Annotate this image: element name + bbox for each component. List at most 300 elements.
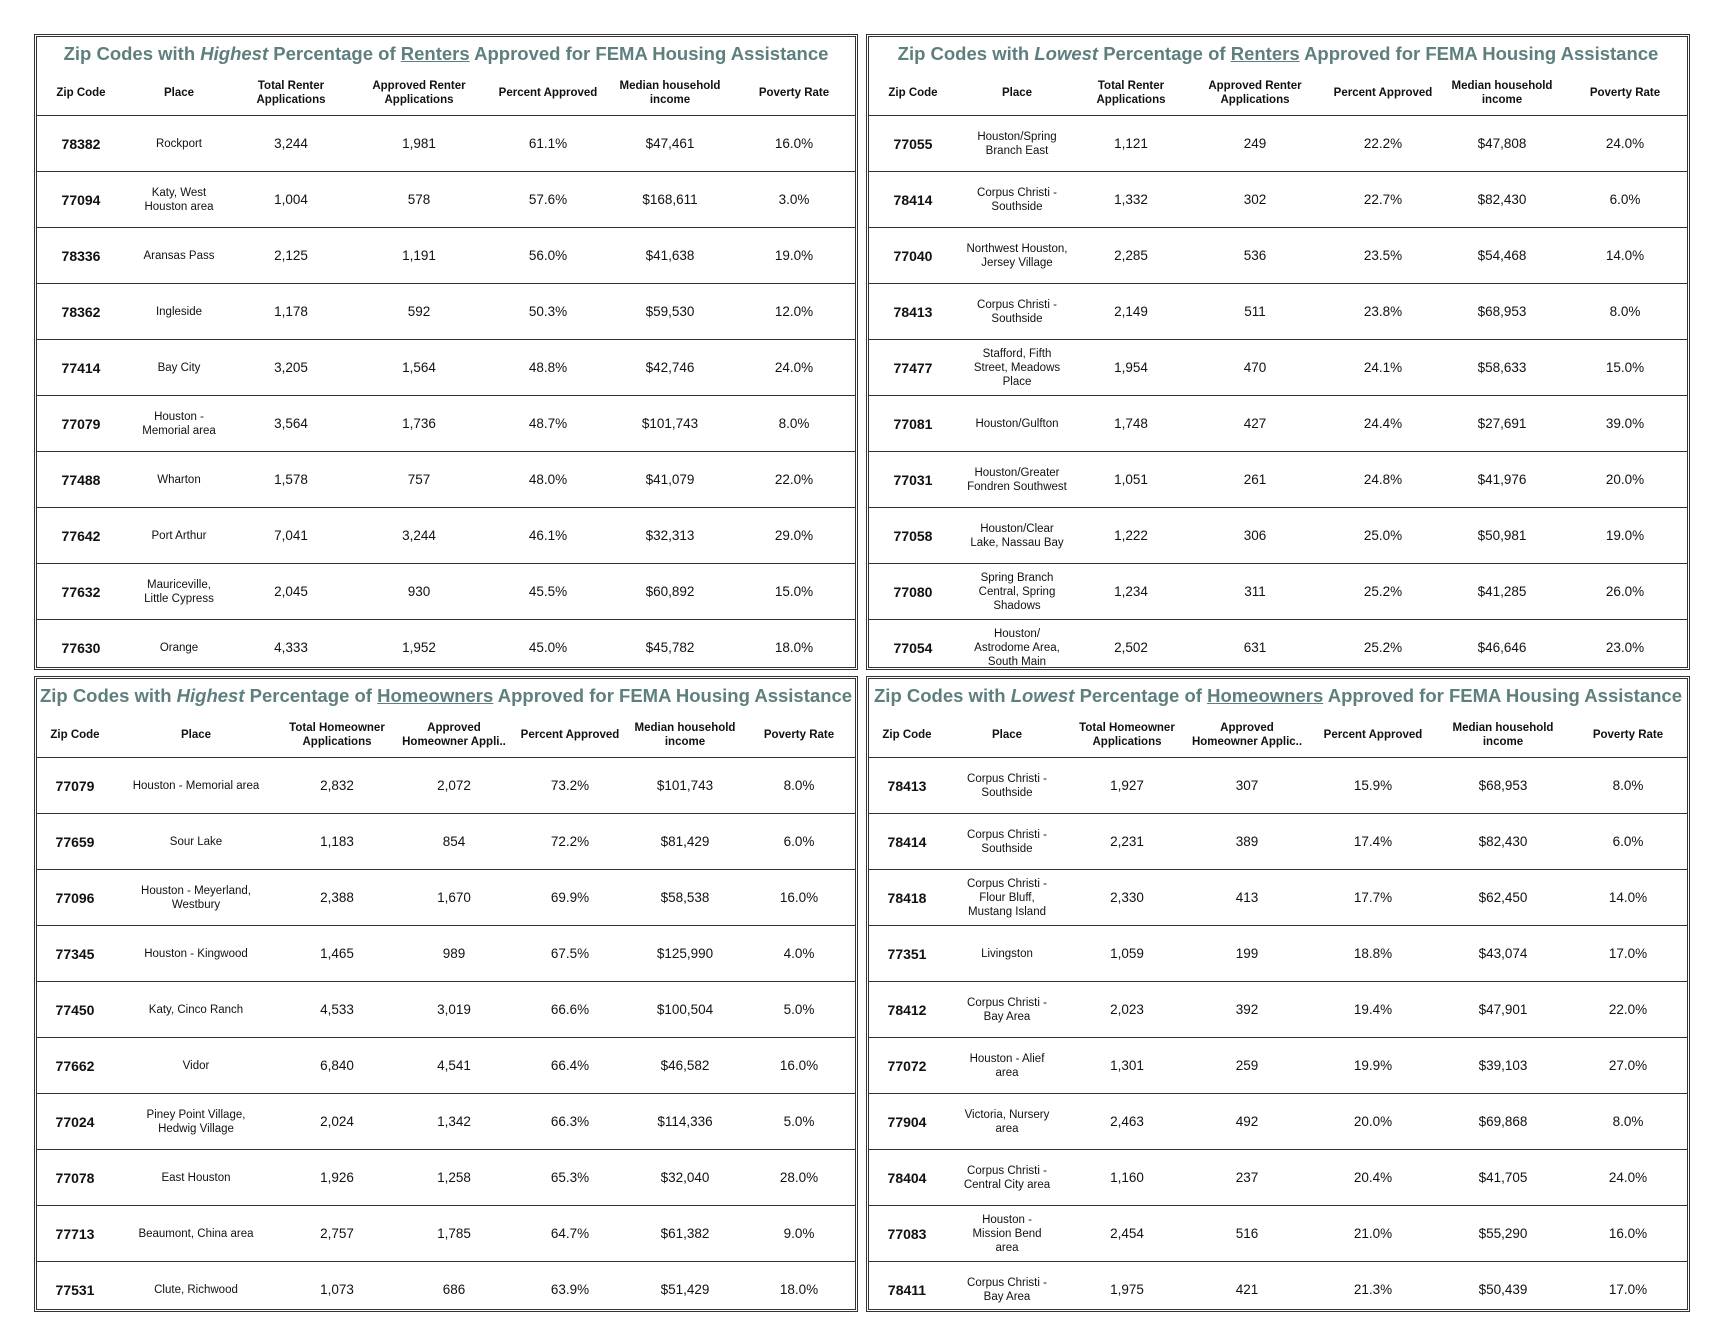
column-header xyxy=(113,713,279,758)
zip-code-cell: 77079 xyxy=(37,396,125,452)
zip-code-cell: 77450 xyxy=(37,982,113,1038)
header-row xyxy=(869,71,1687,116)
zip-code-cell: 77031 xyxy=(869,452,957,508)
zip-code-cell: 77662 xyxy=(37,1038,113,1094)
approved-applications-cell: 686 xyxy=(442,1282,466,1297)
median-income-cell: $60,892 xyxy=(607,564,733,620)
approved-applications-cell: 306 xyxy=(1185,508,1325,564)
zip-code-cell: 78413 xyxy=(869,284,957,340)
poverty-rate-cell: 8.0% xyxy=(733,396,855,452)
approved-applications-cell: 199 xyxy=(1185,926,1309,982)
table-row xyxy=(869,116,1687,172)
approved-applications-cell: 261 xyxy=(1185,452,1325,508)
percent-approved-cell: 63.9% xyxy=(550,1282,590,1297)
place-line: Clute, Richwood xyxy=(154,1283,238,1296)
place-cell xyxy=(945,1038,1069,1094)
title-prefix: Zip Codes with xyxy=(874,685,1011,706)
poverty-rate-cell: 3.0% xyxy=(733,172,855,228)
poverty-rate-cell: 4.0% xyxy=(743,926,855,982)
total-applications-cell: 1,926 xyxy=(279,1150,395,1206)
total-applications-cell: 1,234 xyxy=(1077,564,1185,620)
column-header xyxy=(1309,713,1437,758)
median-income-cell: $58,633 xyxy=(1441,340,1563,396)
place-cell xyxy=(113,1038,279,1094)
median-income-cell: $51,429 xyxy=(660,1282,710,1297)
median-income-cell: $114,336 xyxy=(627,1094,743,1150)
place-line: Houston - Memorial area xyxy=(132,779,260,792)
place-line: Hedwig Village xyxy=(158,1122,234,1135)
poverty-rate-cell: 6.0% xyxy=(1569,814,1687,870)
zip-code-cell: 77531 xyxy=(55,1281,95,1298)
place-line: Corpus Christi - xyxy=(967,1276,1047,1289)
column-header-line: Place xyxy=(180,729,212,741)
place-cell xyxy=(113,1262,279,1318)
column-header-line: Percent Approved xyxy=(520,729,620,741)
poverty-rate-cell: 14.0% xyxy=(1563,228,1687,284)
column-header-line: Applications xyxy=(302,736,372,748)
table-row xyxy=(869,340,1687,396)
total-applications-cell: 1,465 xyxy=(279,926,395,982)
zip-code-cell: 78414 xyxy=(869,814,945,870)
table-row xyxy=(869,982,1687,1038)
median-income-cell: $82,430 xyxy=(1441,172,1563,228)
column-header-line: Approved xyxy=(427,722,481,734)
approved-applications-cell: 302 xyxy=(1185,172,1325,228)
total-applications-cell: 2,024 xyxy=(279,1094,395,1150)
table-row xyxy=(869,284,1687,340)
total-applications-cell: 3,564 xyxy=(233,396,349,452)
poverty-rate-cell: 16.0% xyxy=(743,870,855,926)
place-line: Bay Area xyxy=(983,1010,1031,1023)
total-applications-cell: 2,231 xyxy=(1069,814,1185,870)
percent-approved-cell: 24.1% xyxy=(1325,340,1441,396)
table-row xyxy=(869,926,1687,982)
place-cell xyxy=(945,1206,1069,1262)
total-applications-cell: 1,121 xyxy=(1077,116,1185,172)
table-row xyxy=(37,870,855,926)
median-income-cell: $39,103 xyxy=(1437,1038,1569,1094)
table-row xyxy=(37,1094,855,1150)
column-header-line: income xyxy=(1482,736,1524,748)
poverty-rate-cell: 24.0% xyxy=(1569,1150,1687,1206)
title-middle: Percentage of xyxy=(268,43,401,64)
approved-applications-cell: 578 xyxy=(349,172,489,228)
poverty-rate-cell: 8.0% xyxy=(1569,1094,1687,1150)
place-line: Mission Bend xyxy=(972,1227,1042,1240)
title-middle: Percentage of xyxy=(1074,685,1208,706)
column-header xyxy=(125,71,233,116)
column-header-line: Zip Code xyxy=(50,729,100,741)
zip-code-cell: 78382 xyxy=(37,116,125,172)
poverty-rate-cell: 28.0% xyxy=(743,1150,855,1206)
total-applications-cell: 3,205 xyxy=(233,340,349,396)
place-line: Astrodome Area, xyxy=(974,641,1060,654)
median-income-cell: $82,430 xyxy=(1437,814,1569,870)
approved-applications-cell: 536 xyxy=(1185,228,1325,284)
total-applications-cell: 1,160 xyxy=(1069,1150,1185,1206)
percent-approved-cell: 23.5% xyxy=(1325,228,1441,284)
zip-code-cell: 78414 xyxy=(869,172,957,228)
place-cell xyxy=(945,1150,1069,1206)
place-line: Jersey Village xyxy=(981,256,1053,269)
place-line: South Main xyxy=(987,655,1047,668)
approved-applications-cell: 1,785 xyxy=(395,1206,513,1262)
column-header xyxy=(869,71,957,116)
approved-applications-cell: 930 xyxy=(349,564,489,620)
total-applications-cell: 4,533 xyxy=(279,982,395,1038)
place-cell xyxy=(125,396,233,452)
poverty-rate-cell: 18.0% xyxy=(779,1282,819,1297)
median-income-cell: $81,429 xyxy=(627,814,743,870)
poverty-rate-cell: 12.0% xyxy=(733,284,855,340)
approved-applications-cell: 511 xyxy=(1185,284,1325,340)
percent-approved-cell: 66.3% xyxy=(513,1094,627,1150)
place-line: Sour Lake xyxy=(169,835,223,848)
table-row xyxy=(869,1262,1687,1318)
place-line: Street, Meadows xyxy=(973,361,1061,374)
place-line: Corpus Christi - xyxy=(967,877,1047,890)
column-header xyxy=(1437,713,1569,758)
table-row xyxy=(869,452,1687,508)
place-line: Southside xyxy=(991,200,1043,213)
percent-approved-cell: 24.8% xyxy=(1325,452,1441,508)
percent-approved-cell: 48.0% xyxy=(489,452,607,508)
place-line: Mustang Island xyxy=(968,905,1046,918)
table-row xyxy=(37,284,855,340)
approved-applications-cell: 389 xyxy=(1185,814,1309,870)
place-line: Corpus Christi - xyxy=(967,996,1047,1009)
place-cell xyxy=(125,284,233,340)
data-table xyxy=(37,713,855,1317)
header-row xyxy=(37,71,855,116)
column-header xyxy=(513,713,627,758)
table-row xyxy=(37,172,855,228)
title-emphasis: Highest xyxy=(176,685,245,706)
column-header xyxy=(1563,71,1687,116)
column-header-line: Applications xyxy=(1092,736,1162,748)
percent-approved-cell: 65.3% xyxy=(513,1150,627,1206)
poverty-rate-cell: 15.0% xyxy=(733,564,855,620)
table-row xyxy=(869,870,1687,926)
poverty-rate-cell: 19.0% xyxy=(1563,508,1687,564)
total-applications-cell: 2,463 xyxy=(1069,1094,1185,1150)
column-header xyxy=(349,71,489,116)
column-header xyxy=(1441,71,1563,116)
zip-code-cell: 77055 xyxy=(869,116,957,172)
approved-applications-cell: 427 xyxy=(1185,396,1325,452)
place-cell xyxy=(113,1150,279,1206)
title-prefix: Zip Codes with xyxy=(63,43,201,64)
place-cell xyxy=(125,172,233,228)
column-header xyxy=(733,71,855,116)
table-row xyxy=(869,508,1687,564)
median-income-cell: $45,782 xyxy=(645,640,695,655)
table-row xyxy=(869,172,1687,228)
place-line: Branch East xyxy=(985,144,1049,157)
total-applications-cell: 1,004 xyxy=(233,172,349,228)
place-line: Corpus Christi - xyxy=(977,298,1057,311)
column-header-line: Applications xyxy=(384,94,454,106)
column-header-line: income xyxy=(664,736,706,748)
place-line: Houston - xyxy=(154,410,204,423)
place-cell xyxy=(957,284,1077,340)
percent-approved-cell: 23.8% xyxy=(1325,284,1441,340)
table-row xyxy=(37,116,855,172)
place-line: Livingston xyxy=(981,947,1033,960)
place-line: Corpus Christi - xyxy=(967,772,1047,785)
total-applications-cell: 1,073 xyxy=(320,1282,354,1297)
approved-applications-cell: 421 xyxy=(1235,1282,1259,1297)
table-row xyxy=(37,340,855,396)
column-header xyxy=(1325,71,1441,116)
poverty-rate-cell: 9.0% xyxy=(743,1206,855,1262)
place-line: area xyxy=(995,1122,1019,1135)
median-income-cell: $27,691 xyxy=(1441,396,1563,452)
percent-approved-cell: 69.9% xyxy=(513,870,627,926)
place-line: Southside xyxy=(981,786,1033,799)
place-line: Houston - xyxy=(982,1213,1032,1226)
place-line: Spring Branch xyxy=(980,571,1054,584)
percent-approved-cell: 57.6% xyxy=(489,172,607,228)
median-income-cell: $46,582 xyxy=(627,1038,743,1094)
poverty-rate-cell: 5.0% xyxy=(743,982,855,1038)
percent-approved-cell: 45.0% xyxy=(528,640,568,655)
place-line: Katy, West xyxy=(151,186,207,199)
table-row xyxy=(869,1094,1687,1150)
median-income-cell: $58,538 xyxy=(627,870,743,926)
column-header-line: Place xyxy=(991,729,1023,741)
zip-code-cell: 77054 xyxy=(893,639,933,656)
column-header-line: Homeowner Applic.. xyxy=(1191,736,1303,748)
median-income-cell: $47,461 xyxy=(607,116,733,172)
percent-approved-cell: 19.4% xyxy=(1309,982,1437,1038)
approved-applications-cell: 989 xyxy=(395,926,513,982)
median-income-cell: $43,074 xyxy=(1437,926,1569,982)
total-applications-cell: 1,975 xyxy=(1110,1282,1144,1297)
poverty-rate-cell: 24.0% xyxy=(733,340,855,396)
approved-applications-cell: 3,244 xyxy=(349,508,489,564)
place-cell xyxy=(945,1094,1069,1150)
panel-highest-homeowners xyxy=(34,676,858,1312)
place-line: Bay Area xyxy=(983,1290,1031,1303)
poverty-rate-cell: 22.0% xyxy=(733,452,855,508)
poverty-rate-cell: 20.0% xyxy=(1563,452,1687,508)
approved-applications-cell: 311 xyxy=(1185,564,1325,620)
title-emphasis: Lowest xyxy=(1010,685,1075,706)
place-line: Katy, Cinco Ranch xyxy=(148,1003,244,1016)
zip-code-cell: 77094 xyxy=(37,172,125,228)
place-line: Houston - Alief xyxy=(969,1052,1045,1065)
column-header-line: Percent Approved xyxy=(1333,87,1433,99)
percent-approved-cell: 24.4% xyxy=(1325,396,1441,452)
total-applications-cell: 1,332 xyxy=(1077,172,1185,228)
column-header xyxy=(279,713,395,758)
place-line: Rockport xyxy=(155,137,203,150)
total-applications-cell: 2,285 xyxy=(1077,228,1185,284)
column-header-line: Percent Approved xyxy=(498,87,598,99)
table-row xyxy=(869,1038,1687,1094)
table-row xyxy=(37,452,855,508)
place-cell xyxy=(125,452,233,508)
approved-applications-cell: 1,564 xyxy=(349,340,489,396)
zip-code-cell: 77345 xyxy=(37,926,113,982)
approved-applications-cell: 3,019 xyxy=(395,982,513,1038)
place-line: area xyxy=(995,1066,1019,1079)
median-income-cell: $32,040 xyxy=(627,1150,743,1206)
title-prefix: Zip Codes with xyxy=(897,43,1035,64)
zip-code-cell: 78362 xyxy=(37,284,125,340)
title-subject: Renters xyxy=(400,43,470,64)
approved-applications-cell: 2,072 xyxy=(395,758,513,814)
place-line: Little Cypress xyxy=(144,592,214,605)
table-row xyxy=(869,1206,1687,1262)
column-header-line: income xyxy=(1481,94,1523,106)
place-line: Houston - Kingwood xyxy=(144,947,248,960)
place-cell xyxy=(945,758,1069,814)
median-income-cell: $50,439 xyxy=(1478,1282,1528,1297)
zip-code-cell: 77414 xyxy=(37,340,125,396)
zip-code-cell: 77058 xyxy=(869,508,957,564)
place-line: Flour Bluff, xyxy=(979,891,1035,904)
percent-approved-cell: 56.0% xyxy=(489,228,607,284)
percent-approved-cell: 20.4% xyxy=(1309,1150,1437,1206)
percent-approved-cell: 66.6% xyxy=(513,982,627,1038)
total-applications-cell: 1,222 xyxy=(1077,508,1185,564)
place-line: Southside xyxy=(991,312,1043,325)
median-income-cell: $41,285 xyxy=(1441,564,1563,620)
poverty-rate-cell: 8.0% xyxy=(1569,758,1687,814)
poverty-rate-cell: 22.0% xyxy=(1569,982,1687,1038)
percent-approved-cell: 48.8% xyxy=(489,340,607,396)
column-header xyxy=(37,713,113,758)
place-cell xyxy=(957,396,1077,452)
place-line: Houston area xyxy=(144,200,214,213)
place-line: Fondren Southwest xyxy=(967,480,1067,493)
place-line: Lake, Nassau Bay xyxy=(970,536,1064,549)
median-income-cell: $32,313 xyxy=(607,508,733,564)
percent-approved-cell: 61.1% xyxy=(489,116,607,172)
median-income-cell: $101,743 xyxy=(627,758,743,814)
percent-approved-cell: 22.2% xyxy=(1325,116,1441,172)
panel-lowest-homeowners xyxy=(866,676,1690,1312)
column-header xyxy=(1569,713,1687,758)
table-row xyxy=(869,1150,1687,1206)
column-header xyxy=(957,71,1077,116)
table-row xyxy=(869,564,1687,620)
poverty-rate-cell: 17.0% xyxy=(1569,926,1687,982)
median-income-cell: $62,450 xyxy=(1437,870,1569,926)
total-applications-cell: 1,183 xyxy=(279,814,395,870)
approved-applications-cell: 631 xyxy=(1243,640,1267,655)
place-cell xyxy=(113,926,279,982)
panel-title xyxy=(869,679,1687,713)
place-line: Houston/Clear xyxy=(980,522,1054,535)
total-applications-cell: 2,502 xyxy=(1114,640,1148,655)
zip-code-cell: 77630 xyxy=(61,639,101,656)
total-applications-cell: 1,578 xyxy=(233,452,349,508)
column-header xyxy=(869,713,945,758)
panel-title xyxy=(37,37,855,71)
total-applications-cell: 2,149 xyxy=(1077,284,1185,340)
column-header-line: Applications xyxy=(1220,94,1290,106)
place-line: Vidor xyxy=(182,1059,210,1072)
title-emphasis: Highest xyxy=(200,43,269,64)
title-subject: Homeowners xyxy=(377,685,494,706)
total-applications-cell: 2,832 xyxy=(279,758,395,814)
column-header-line: Applications xyxy=(1096,94,1166,106)
place-cell xyxy=(957,340,1077,396)
place-cell xyxy=(113,814,279,870)
zip-code-cell: 78413 xyxy=(869,758,945,814)
median-income-cell: $47,901 xyxy=(1437,982,1569,1038)
table-row xyxy=(869,758,1687,814)
place-line: Aransas Pass xyxy=(143,249,215,262)
place-cell xyxy=(945,814,1069,870)
percent-approved-cell: 18.8% xyxy=(1309,926,1437,982)
column-header xyxy=(233,71,349,116)
approved-applications-cell: 413 xyxy=(1185,870,1309,926)
percent-approved-cell: 46.1% xyxy=(489,508,607,564)
poverty-rate-cell: 18.0% xyxy=(774,640,814,655)
column-header-line: Total Renter xyxy=(1097,80,1165,92)
panel-lowest-renters xyxy=(866,34,1690,670)
column-header xyxy=(395,713,513,758)
place-line: Houston/Spring xyxy=(977,130,1057,143)
poverty-rate-cell: 16.0% xyxy=(1569,1206,1687,1262)
place-cell xyxy=(945,926,1069,982)
approved-applications-cell: 854 xyxy=(395,814,513,870)
place-cell xyxy=(113,758,279,814)
zip-code-cell: 77904 xyxy=(869,1094,945,1150)
header-row xyxy=(37,713,855,758)
poverty-rate-cell: 6.0% xyxy=(743,814,855,870)
percent-approved-cell: 25.0% xyxy=(1325,508,1441,564)
column-header-line: Median household xyxy=(619,80,721,92)
median-income-cell: $41,705 xyxy=(1437,1150,1569,1206)
column-header-line: Place xyxy=(1001,87,1033,99)
place-line: Orange xyxy=(159,641,199,654)
total-applications-cell: 2,023 xyxy=(1069,982,1185,1038)
median-income-cell: $100,504 xyxy=(627,982,743,1038)
zip-code-cell: 77081 xyxy=(869,396,957,452)
table-row xyxy=(869,814,1687,870)
place-line: Place xyxy=(1002,375,1032,388)
total-applications-cell: 1,178 xyxy=(233,284,349,340)
percent-approved-cell: 67.5% xyxy=(513,926,627,982)
place-line: Houston - Meyerland, xyxy=(141,884,251,897)
header-row xyxy=(869,713,1687,758)
percent-approved-cell: 64.7% xyxy=(513,1206,627,1262)
total-applications-cell: 2,388 xyxy=(279,870,395,926)
poverty-rate-cell: 8.0% xyxy=(1563,284,1687,340)
percent-approved-cell: 22.7% xyxy=(1325,172,1441,228)
place-cell xyxy=(945,870,1069,926)
poverty-rate-cell: 27.0% xyxy=(1569,1038,1687,1094)
title-subject: Homeowners xyxy=(1207,685,1324,706)
median-income-cell: $168,611 xyxy=(607,172,733,228)
column-header xyxy=(945,713,1069,758)
total-applications-cell: 3,244 xyxy=(233,116,349,172)
total-applications-cell: 1,748 xyxy=(1077,396,1185,452)
poverty-rate-cell: 16.0% xyxy=(733,116,855,172)
place-cell xyxy=(113,1206,279,1262)
total-applications-cell: 2,757 xyxy=(279,1206,395,1262)
column-header-line: Total Renter xyxy=(257,80,325,92)
approved-applications-cell: 1,670 xyxy=(395,870,513,926)
zip-code-cell: 77083 xyxy=(869,1206,945,1262)
percent-approved-cell: 17.4% xyxy=(1309,814,1437,870)
zip-code-cell: 77024 xyxy=(37,1094,113,1150)
